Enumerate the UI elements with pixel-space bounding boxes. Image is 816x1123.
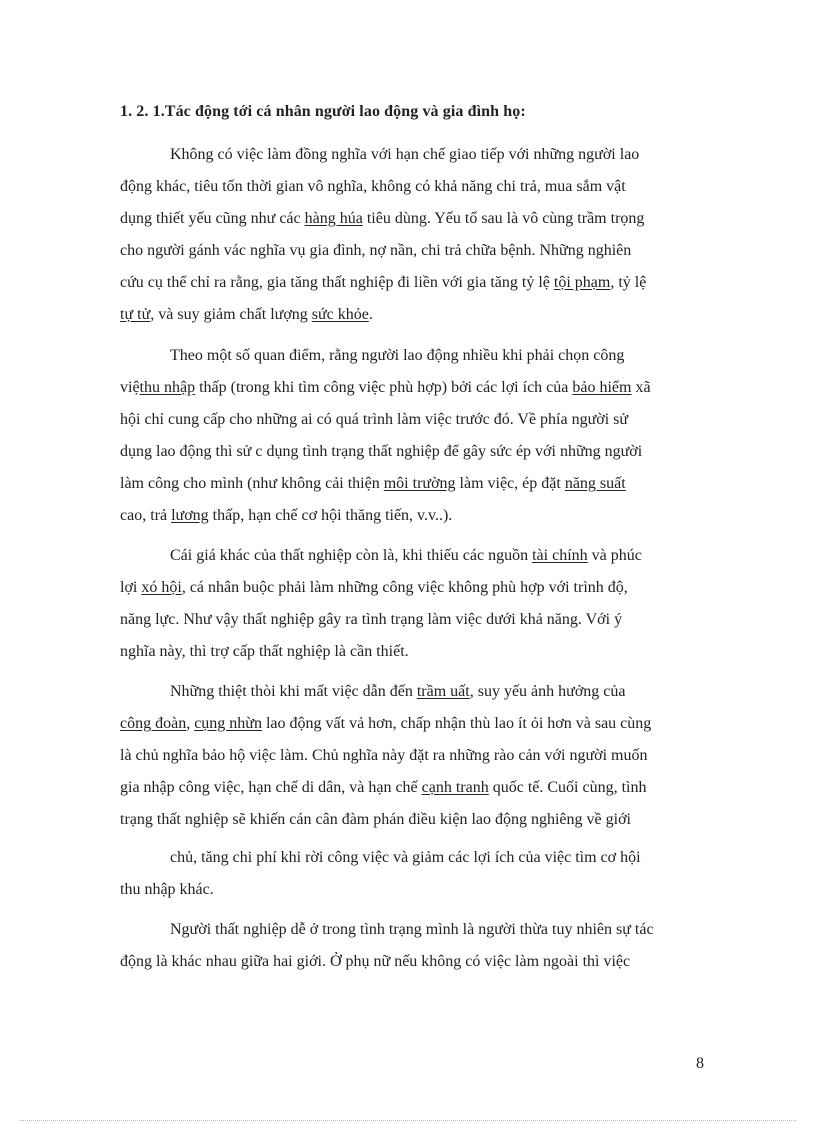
page-number: 8	[696, 1055, 704, 1072]
paragraph-2-line-1	[170, 346, 624, 366]
paragraph-2-line-3	[120, 410, 628, 430]
text-run: , và suy giảm chất lượng	[150, 306, 312, 323]
paragraph-5-line-2	[120, 880, 214, 900]
text-run: Không có việc làm đồng nghĩa với hạn chế giao tiếp với những người lao	[170, 146, 640, 163]
hyperlink-text[interactable]: tội phạm	[553, 274, 611, 291]
paragraph-1-line-1	[170, 145, 639, 165]
text-run: và phúc	[587, 547, 642, 564]
text-run: dụng lao động thì sử c dụng tình trạng thất nghiệp để gây sức ép với những người	[120, 443, 643, 460]
paragraph-4-line-1	[170, 682, 625, 702]
paragraph-4-line-2	[120, 714, 651, 734]
text-run: là chủ nghĩa bảo hộ việc làm. Chủ nghĩa này đặt ra những rào cản với người muốn	[120, 747, 648, 764]
hyperlink-text[interactable]: bảo hiểm	[572, 379, 632, 396]
hyperlink-text[interactable]: môi trường	[383, 475, 456, 492]
text-run: hội chỉ cung cấp cho những ai có quá trình làm việc trước đó. Về phía người sử	[120, 411, 629, 428]
hyperlink-text[interactable]: trầm uất	[416, 683, 470, 700]
paragraph-4-line-5	[120, 810, 631, 830]
hyperlink-text[interactable]: lương	[171, 507, 209, 524]
text-run: cứu cụ thể chỉ ra rằng, gia tăng thất nghiệp đi liền với gia tăng tỷ lệ	[120, 274, 554, 291]
paragraph-1-line-2	[120, 177, 626, 197]
paragraph-6-line-1	[170, 920, 654, 940]
text-run: ,	[186, 715, 195, 732]
text-run: việ	[120, 379, 140, 396]
paragraph-3-line-2	[120, 578, 628, 598]
text-run: gia nhập công việc, hạn chế di dân, và hạn chế	[120, 779, 422, 796]
text-run: lợi	[120, 579, 142, 596]
text-run: quốc tế. Cuối cùng, tình	[488, 779, 647, 796]
text-run: chủ, tăng chi phí khi rời công việc và giảm các lợi ích của việc tìm cơ hội	[170, 849, 641, 866]
text-run: .	[368, 306, 373, 323]
text-run: Cái giá khác của thất nghiệp còn là, khi thiếu các nguồn	[170, 547, 533, 564]
paragraph-3-line-1	[170, 546, 642, 566]
hyperlink-text[interactable]: thu nhập	[139, 379, 196, 396]
paragraph-5-line-1	[170, 848, 641, 868]
hyperlink-text[interactable]: hàng húa	[304, 210, 363, 227]
hyperlink-text[interactable]: xó hội	[141, 579, 182, 596]
text-run: cho người gánh vác nghĩa vụ gia đình, nợ nần, chi trả chữa bệnh. Những nghiên	[120, 242, 632, 259]
text-run: làm công cho mình (như không cải thiện	[120, 475, 384, 492]
hyperlink-text[interactable]: tài chính	[532, 547, 588, 564]
text-run: , cá nhân buộc phải làm những công việc không phù hợp với trình độ,	[181, 579, 628, 596]
hyperlink-text[interactable]: tự tử	[120, 306, 151, 323]
paragraph-2-line-5	[120, 474, 626, 494]
hyperlink-text[interactable]: công đoàn	[120, 715, 187, 732]
paragraph-2-line-2	[120, 378, 651, 398]
paragraph-2-line-4	[120, 442, 642, 462]
paragraph-4-line-3	[120, 746, 647, 766]
text-run: động là khác nhau giữa hai giới. Ở phụ nữ nếu không có việc làm ngoài thì việc	[120, 953, 631, 970]
paragraph-1-line-5	[120, 273, 646, 293]
text-run: nghĩa này, thì trợ cấp thất nghiệp là cần thiết.	[120, 643, 409, 660]
text-run: Theo một số quan điểm, rằng người lao động nhiều khi phải chọn công	[170, 347, 625, 364]
hyperlink-text[interactable]: sức khỏe	[311, 306, 369, 323]
text-run: xã	[631, 379, 651, 396]
paragraph-1-line-4	[120, 241, 631, 261]
paragraph-6-line-2	[120, 952, 630, 972]
text-run: thu nhập khác.	[120, 881, 214, 898]
paragraph-1-line-3	[120, 209, 644, 229]
footer-divider	[20, 1120, 796, 1121]
text-run: Người thất nghiệp dễ ở trong tình trạng mình là người thừa tuy nhiên sự tác	[170, 921, 654, 938]
text-run: thấp, hạn chế cơ hội thăng tiến, v.v..).	[208, 507, 453, 524]
text-run: , suy yếu ảnh hưởng của	[469, 683, 626, 700]
text-run: cao, trả	[120, 507, 172, 524]
text-run: Những thiệt thòi khi mất việc dẫn đến	[170, 683, 417, 700]
text-run: năng lực. Như vậy thất nghiệp gây ra tình trạng làm việc dưới khả năng. Với ý	[120, 611, 623, 628]
text-run: lao động vất vả hơn, chấp nhận thù lao ít ỏi hơn và sau cùng	[261, 715, 652, 732]
paragraph-3-line-3	[120, 610, 622, 630]
hyperlink-text[interactable]: năng suất	[564, 475, 626, 492]
text-run: làm việc, ép đặt	[455, 475, 565, 492]
paragraph-1-line-6	[120, 305, 373, 325]
text-run: thấp (trong khi tìm công việc phù hợp) bởi các lợi ích của	[195, 379, 573, 396]
text-run: dụng thiết yếu cũng như các	[120, 210, 305, 227]
paragraph-3-line-4	[120, 642, 409, 662]
paragraph-2-line-6	[120, 506, 452, 526]
hyperlink-text[interactable]: cạnh tranh	[421, 779, 489, 796]
text-run: trạng thất nghiệp sẽ khiến cán cân đàm phán điều kiện lao động nghiêng về giới	[120, 811, 631, 828]
text-run: , tỷ lệ	[610, 274, 647, 291]
hyperlink-text[interactable]: cụng nhừn	[194, 715, 262, 732]
text-run: động khác, tiêu tốn thời gian vô nghĩa, không có khả năng chi trả, mua sắm vật	[120, 178, 626, 195]
section-heading: 1. 2. 1.Tác động tới cá nhân người lao động và gia đình họ:	[120, 103, 526, 120]
text-run: tiêu dùng. Yếu tố sau là vô cùng trầm trọng	[362, 210, 645, 227]
paragraph-4-line-4	[120, 778, 647, 798]
